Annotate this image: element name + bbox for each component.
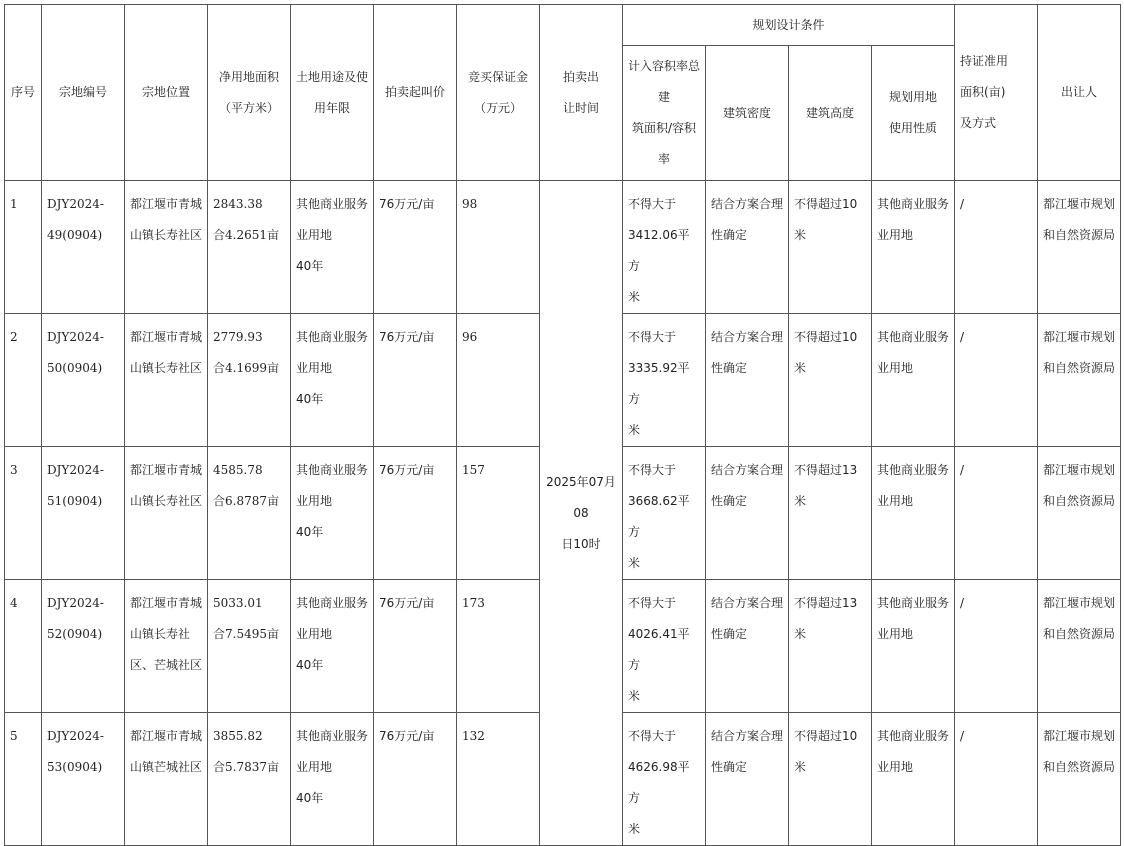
row-certified: /: [955, 314, 1038, 447]
row-density: [706, 181, 789, 314]
row-area-line: 合7.5495亩: [213, 627, 279, 641]
row-use-line: 40年: [296, 525, 324, 539]
row-far-line: 不得大于: [628, 463, 677, 477]
row-use-line: 业用地: [296, 494, 333, 508]
row-grantor: [1038, 447, 1121, 580]
row-certified: /: [955, 580, 1038, 713]
row-seq: 3: [5, 447, 42, 580]
row-use: [291, 181, 374, 314]
row-far-line: 不得大于: [628, 596, 677, 610]
row-location-line: 山镇长寿社: [130, 627, 191, 641]
row-grantor-line: 都江堰市规划: [1043, 729, 1116, 743]
row-price: 76万元/亩: [374, 713, 457, 846]
header-height: 建筑高度: [789, 46, 872, 181]
row-planned-use-line: 其他商业服务: [877, 729, 950, 743]
table-body: [5, 181, 1121, 846]
row-area-line: 合5.7837亩: [213, 760, 279, 774]
row-far: [623, 181, 706, 314]
row-use-line: 业用地: [296, 627, 333, 641]
row-density: [706, 447, 789, 580]
row-deposit: 98: [457, 181, 540, 314]
row-parcel-id-line: DJY2024-: [47, 729, 104, 743]
row-planned-use-line: 其他商业服务: [877, 330, 950, 344]
header-planning-group: 规划设计条件: [623, 5, 955, 46]
row-use: [291, 447, 374, 580]
row-planned-use-line: 业用地: [877, 494, 914, 508]
row-location-line: 都江堰市青城: [130, 330, 203, 344]
row-density-line: 结合方案合理: [711, 463, 784, 477]
row-area: [208, 181, 291, 314]
header-deposit-line: 竞买保证金: [467, 69, 528, 84]
header-use-term: [291, 5, 374, 181]
row-use-line: 40年: [296, 259, 324, 273]
row-certified: /: [955, 447, 1038, 580]
header-planned-use: [872, 46, 955, 181]
header-use-term-line: 土地用途及使: [296, 69, 369, 84]
row-parcel-id-line: DJY2024-: [47, 330, 104, 344]
row-location-line: 都江堰市青城: [130, 463, 203, 477]
row-location: [125, 713, 208, 846]
row-density-line: 性确定: [711, 627, 748, 641]
row-planned-use: [872, 580, 955, 713]
row-grantor-line: 和自然资源局: [1043, 627, 1116, 641]
row-use-line: 40年: [296, 658, 324, 672]
row-grantor-line: 都江堰市规划: [1043, 596, 1116, 610]
row-grantor: [1038, 181, 1121, 314]
row-planned-use: [872, 447, 955, 580]
row-area-line: 合4.1699亩: [213, 361, 279, 375]
row-location: [125, 447, 208, 580]
row-use: [291, 580, 374, 713]
header-auction-time-line: 拍卖出: [562, 69, 599, 84]
row-use-line: 其他商业服务: [296, 330, 369, 344]
row-location-line: 都江堰市青城: [130, 729, 203, 743]
row-area: [208, 580, 291, 713]
row-far-line: 不得大于: [628, 197, 677, 211]
row-deposit: 157: [457, 447, 540, 580]
auction-time-line: 日10时: [561, 536, 601, 551]
row-density-line: 性确定: [711, 494, 748, 508]
row-density-line: 结合方案合理: [711, 596, 784, 610]
row-price: 76万元/亩: [374, 181, 457, 314]
row-density: [706, 713, 789, 846]
row-planned-use: [872, 713, 955, 846]
header-parcel-id: 宗地编号: [42, 5, 125, 181]
row-grantor-line: 和自然资源局: [1043, 760, 1116, 774]
row-density-line: 结合方案合理: [711, 330, 784, 344]
row-height: 不得超过10米: [789, 314, 872, 447]
row-price: 76万元/亩: [374, 314, 457, 447]
row-location-line: 都江堰市青城: [130, 596, 203, 610]
row-grantor: [1038, 580, 1121, 713]
header-auction-time-line: 让时间: [562, 100, 599, 115]
header-certified-line: 持证准用: [960, 54, 1009, 68]
row-area-line: 3855.82: [213, 729, 263, 743]
row-parcel-id: [42, 447, 125, 580]
row-price: 76万元/亩: [374, 580, 457, 713]
auction-time-cell: [540, 181, 623, 846]
row-location: [125, 580, 208, 713]
row-location-line: 山镇芒城社区: [130, 760, 203, 774]
row-far-line: 3335.92平方: [628, 361, 690, 406]
header-far-line: 率: [657, 152, 670, 166]
row-height: 不得超过13米: [789, 580, 872, 713]
row-parcel-id-line: 49(0904): [47, 228, 103, 242]
row-seq: 1: [5, 181, 42, 314]
row-planned-use-line: 其他商业服务: [877, 463, 950, 477]
row-location-line: 山镇长寿社区: [130, 361, 203, 375]
row-use-line: 其他商业服务: [296, 596, 369, 610]
header-far-line: 筑面积/容积: [631, 121, 697, 135]
row-planned-use-line: 业用地: [877, 361, 914, 375]
row-area-line: 2779.93: [213, 330, 263, 344]
row-parcel-id-line: 51(0904): [47, 494, 103, 508]
row-grantor: [1038, 713, 1121, 846]
row-area-line: 4585.78: [213, 463, 263, 477]
header-planned-use-line: 使用性质: [889, 121, 938, 135]
row-grantor-line: 都江堰市规划: [1043, 197, 1116, 211]
row-certified: /: [955, 181, 1038, 314]
row-deposit: 96: [457, 314, 540, 447]
row-seq: 2: [5, 314, 42, 447]
row-parcel-id-line: DJY2024-: [47, 596, 104, 610]
table-row: [5, 181, 1121, 314]
row-parcel-id: [42, 580, 125, 713]
row-deposit: 173: [457, 580, 540, 713]
row-height: 不得超过10米: [789, 181, 872, 314]
row-area-line: 合4.2651亩: [213, 228, 279, 242]
row-use-line: 其他商业服务: [296, 197, 369, 211]
row-parcel-id-line: 53(0904): [47, 760, 103, 774]
row-deposit: 132: [457, 713, 540, 846]
row-area-line: 5033.01: [213, 596, 263, 610]
row-use-line: 40年: [296, 392, 324, 406]
row-density-line: 性确定: [711, 228, 748, 242]
row-density-line: 性确定: [711, 760, 748, 774]
row-density: [706, 580, 789, 713]
row-area: [208, 713, 291, 846]
row-far-line: 米: [628, 290, 641, 304]
row-far-line: 米: [628, 689, 641, 703]
row-planned-use: [872, 314, 955, 447]
row-far: [623, 447, 706, 580]
row-far-line: 米: [628, 822, 641, 836]
header-deposit: [457, 5, 540, 181]
row-planned-use-line: 业用地: [877, 627, 914, 641]
row-seq: 5: [5, 713, 42, 846]
row-density: [706, 314, 789, 447]
row-use-line: 其他商业服务: [296, 729, 369, 743]
auction-time-line: 2025年07月08: [546, 474, 616, 520]
row-height: 不得超过10米: [789, 713, 872, 846]
row-density-line: 性确定: [711, 361, 748, 375]
row-seq: 4: [5, 580, 42, 713]
row-planned-use-line: 其他商业服务: [877, 596, 950, 610]
row-price: 76万元/亩: [374, 447, 457, 580]
row-planned-use-line: 业用地: [877, 228, 914, 242]
row-far-line: 4626.98平方: [628, 760, 690, 805]
row-certified: /: [955, 713, 1038, 846]
row-location: [125, 181, 208, 314]
header-location: 宗地位置: [125, 5, 208, 181]
row-far: [623, 314, 706, 447]
row-grantor-line: 和自然资源局: [1043, 228, 1116, 242]
header-net-area: [208, 5, 291, 181]
row-area: [208, 314, 291, 447]
header-row-1: [5, 5, 1121, 46]
row-parcel-id: [42, 713, 125, 846]
header-far-line: 计入容积率总建: [628, 59, 701, 104]
header-certified-line: 及方式: [960, 116, 997, 130]
row-use-line: 40年: [296, 791, 324, 805]
row-far-line: 米: [628, 423, 641, 437]
row-use: [291, 713, 374, 846]
row-area: [208, 447, 291, 580]
row-area-line: 2843.38: [213, 197, 263, 211]
row-parcel-id: [42, 314, 125, 447]
row-grantor-line: 和自然资源局: [1043, 361, 1116, 375]
row-parcel-id-line: 52(0904): [47, 627, 103, 641]
row-grantor-line: 都江堰市规划: [1043, 330, 1116, 344]
row-parcel-id: [42, 181, 125, 314]
row-grantor: [1038, 314, 1121, 447]
row-planned-use-line: 业用地: [877, 760, 914, 774]
row-use-line: 业用地: [296, 228, 333, 242]
row-far-line: 米: [628, 556, 641, 570]
row-location-line: 区、芒城社区: [130, 658, 203, 672]
row-use: [291, 314, 374, 447]
row-far: [623, 713, 706, 846]
row-location: [125, 314, 208, 447]
row-grantor-line: 都江堰市规划: [1043, 463, 1116, 477]
row-far-line: 4026.41平方: [628, 627, 690, 672]
row-planned-use-line: 其他商业服务: [877, 197, 950, 211]
header-planned-use-line: 规划用地: [889, 90, 938, 104]
header-density: 建筑密度: [706, 46, 789, 181]
row-grantor-line: 和自然资源局: [1043, 494, 1116, 508]
row-location-line: 都江堰市青城: [130, 197, 203, 211]
row-parcel-id-line: DJY2024-: [47, 463, 104, 477]
row-density-line: 结合方案合理: [711, 197, 784, 211]
header-deposit-line: （万元）: [473, 100, 522, 115]
row-use-line: 业用地: [296, 760, 333, 774]
header-certified: [955, 5, 1038, 181]
row-far: [623, 580, 706, 713]
header-use-term-line: 用年限: [313, 100, 350, 115]
row-density-line: 结合方案合理: [711, 729, 784, 743]
row-area-line: 合6.8787亩: [213, 494, 279, 508]
row-location-line: 山镇长寿社区: [130, 494, 203, 508]
row-far-line: 不得大于: [628, 729, 677, 743]
row-location-line: 山镇长寿社区: [130, 228, 203, 242]
row-height: 不得超过13米: [789, 447, 872, 580]
header-net-area-line: 净用地面积: [218, 69, 279, 84]
row-far-line: 3412.06平方: [628, 228, 690, 273]
header-grantor: 出让人: [1038, 5, 1121, 181]
row-far-line: 3668.62平方: [628, 494, 690, 539]
row-far-line: 不得大于: [628, 330, 677, 344]
row-parcel-id-line: DJY2024-: [47, 197, 104, 211]
land-auction-table: [4, 4, 1121, 846]
header-start-price: 拍卖起叫价: [374, 5, 457, 181]
row-use-line: 业用地: [296, 361, 333, 375]
header-far: [623, 46, 706, 181]
row-parcel-id-line: 50(0904): [47, 361, 103, 375]
row-use-line: 其他商业服务: [296, 463, 369, 477]
row-planned-use: [872, 181, 955, 314]
header-certified-line: 面积(亩): [960, 85, 1006, 99]
header-seq: 序号: [5, 5, 42, 181]
header-net-area-line: （平方米）: [218, 100, 279, 115]
header-auction-time: [540, 5, 623, 181]
